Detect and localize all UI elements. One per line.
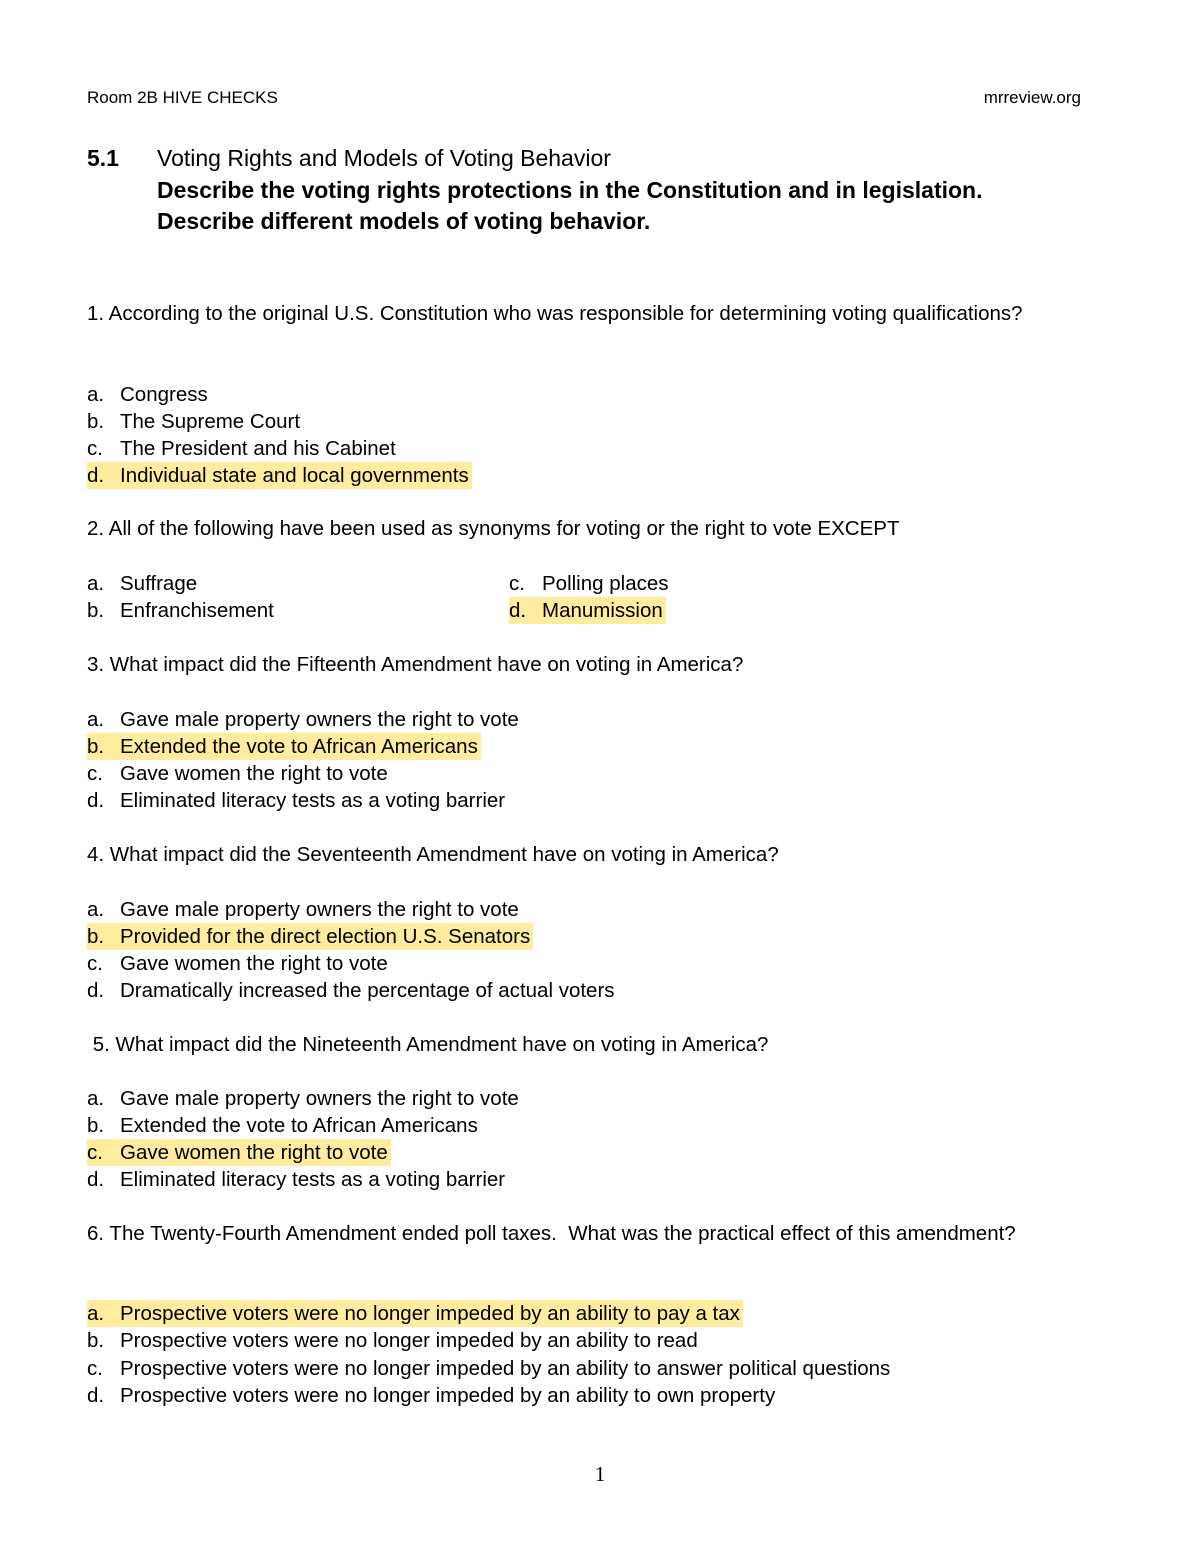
option-2c: c. Polling places xyxy=(509,572,669,595)
option-6c: c. Prospective voters were no longer impeded by an ability to answer political questions xyxy=(87,1357,891,1380)
option-4b xyxy=(87,923,533,950)
option-3a: a. Gave male property owners the right to vote xyxy=(87,708,519,731)
option-1b: b. The Supreme Court xyxy=(87,410,301,433)
option-2a: a. Suffrage xyxy=(87,572,198,595)
question-2: 2. All of the following have been used as synonyms for voting or the right to vote EXCEPT xyxy=(87,517,900,540)
section-body xyxy=(157,143,1057,238)
answer-highlight: d. Individual state and local governments xyxy=(87,462,472,489)
answer-highlight: b. Provided for the direct election U.S. Senators xyxy=(87,923,533,950)
option-4c: c. Gave women the right to vote xyxy=(87,952,388,975)
section-title: Voting Rights and Models of Voting Behavior xyxy=(157,145,611,171)
learning-objective-1: Describe the voting rights protections in the Constitution and in legislation. xyxy=(157,176,983,203)
question-6: 6. The Twenty-Fourth Amendment ended poll taxes. What was the practical effect of this amendment? xyxy=(87,1222,1016,1245)
answer-highlight: d. Manumission xyxy=(509,597,666,624)
header-left-text: Room 2B HIVE CHECKS xyxy=(87,88,278,107)
option-5b: b. Extended the vote to African Americans xyxy=(87,1114,478,1137)
question-4: 4. What impact did the Seventeenth Amendment have on voting in America? xyxy=(87,843,779,866)
section-number: 5.1 xyxy=(87,145,119,171)
option-1c: c. The President and his Cabinet xyxy=(87,437,396,460)
option-3c: c. Gave women the right to vote xyxy=(87,762,388,785)
page-header xyxy=(87,88,1081,108)
question-1: 1. According to the original U.S. Constitution who was responsible for determining voting qualifications? xyxy=(87,302,1023,325)
learning-objective-2: Describe different models of voting behavior. xyxy=(157,208,651,234)
answer-highlight: a. Prospective voters were no longer impeded by an ability to pay a tax xyxy=(87,1300,743,1327)
question-3: 3. What impact did the Fifteenth Amendment have on voting in America? xyxy=(87,653,744,676)
option-5d: d. Eliminated literacy tests as a voting barrier xyxy=(87,1168,506,1191)
header-right-text: mrreview.org xyxy=(983,88,1081,107)
option-2b: b. Enfranchisement xyxy=(87,599,274,622)
option-2d xyxy=(509,597,666,624)
option-1a: a. Congress xyxy=(87,383,208,406)
option-4a: a. Gave male property owners the right to vote xyxy=(87,898,519,921)
option-4d: d. Dramatically increased the percentage of actual voters xyxy=(87,979,615,1002)
question-5: 5. What impact did the Nineteenth Amendment have on voting in America? xyxy=(87,1033,769,1056)
option-3d: d. Eliminated literacy tests as a voting barrier xyxy=(87,789,506,812)
page-number: 1 xyxy=(594,1462,606,1486)
option-3b xyxy=(87,733,481,760)
option-5c xyxy=(87,1139,391,1166)
option-6d: d. Prospective voters were no longer impeded by an ability to own property xyxy=(87,1384,776,1407)
answer-highlight: c. Gave women the right to vote xyxy=(87,1139,391,1166)
answer-highlight: b. Extended the vote to African Americans xyxy=(87,733,481,760)
option-1d xyxy=(87,462,472,489)
option-6b: b. Prospective voters were no longer impeded by an ability to read xyxy=(87,1329,698,1352)
option-6a xyxy=(87,1300,743,1327)
option-5a: a. Gave male property owners the right to vote xyxy=(87,1087,519,1110)
